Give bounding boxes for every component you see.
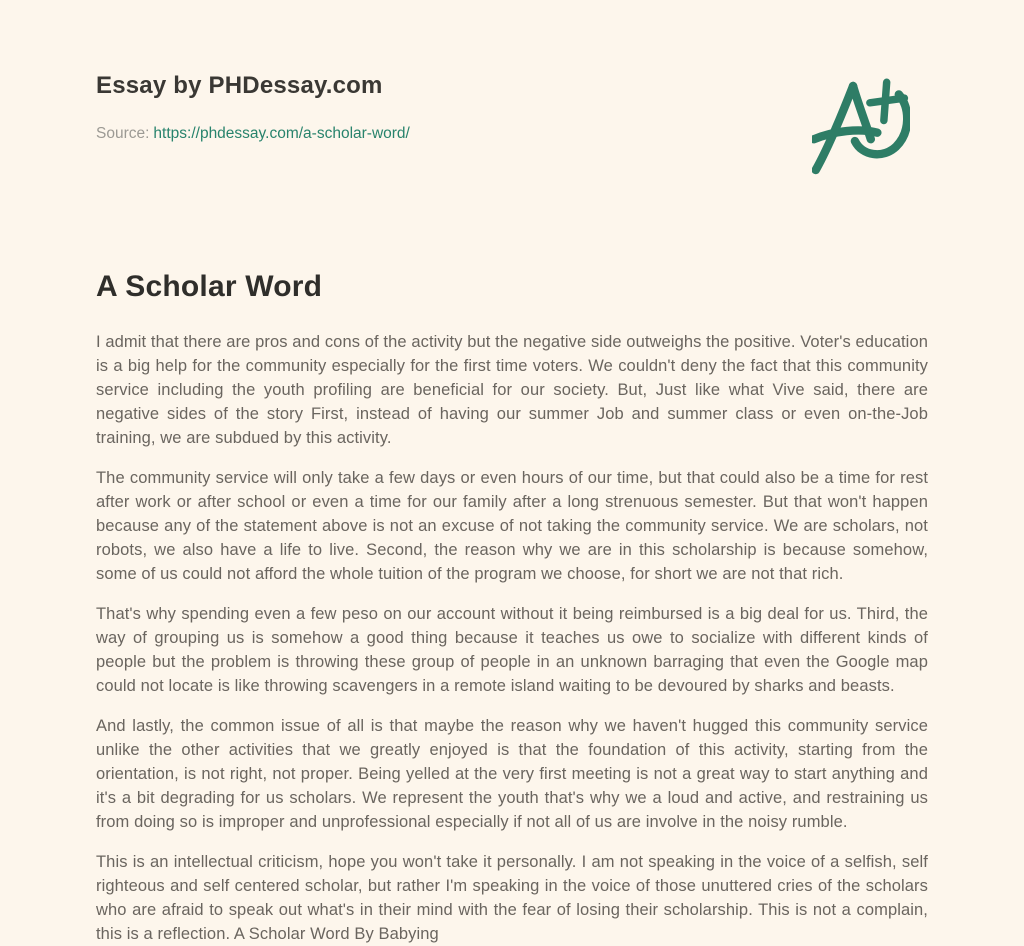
source-link[interactable]: https://phdessay.com/a-scholar-word/ [153, 125, 410, 142]
essay-paragraph-1: I admit that there are pros and cons of the activity but the negative side outweighs the positive. Voter's education is a big help for the community especially for the first time voters. We couldn't deny the fact that this community service including the youth profiling are beneficial for our society. But, Just like what Vive said, there are negative sides of the story First, instead of having our summer Job and summer class or even on-the-Job training, we are subdued by this activity. [96, 333, 928, 447]
essay-paragraph-2: The community service will only take a few days or even hours of our time, but that could also be a time for rest after work or after school or even a time for our family after a long strenuous semester. But that won't happen because any of the statement above is not an excuse of not taking the community service. We are scholars, not robots, we also have a life to live. Second, the reason why we are in this scholarship is because somehow, some of us could not afford the whole tuition of the program we choose, for short we are not that rich. [96, 469, 928, 583]
source-line [96, 124, 812, 144]
page-header [96, 72, 928, 182]
essay-paragraph-3: That's why spending even a few peso on our account without it being reimbursed is a big deal for us. Third, the way of grouping us is somehow a good thing because it teaches us owe to socialize with different kinds of people but the problem is throwing these group of people in an unknown barraging that even the Google map could not locate is like throwing scavengers in a remote island waiting to be devoured by sharks and beasts. [96, 605, 928, 695]
essay-title: A Scholar Word [96, 270, 323, 303]
a-plus-icon [812, 74, 910, 182]
site-title: Essay by PHDessay.com [96, 72, 383, 99]
essay-paragraph-5: This is an intellectual criticism, hope you won't take it personally. I am not speaking in the voice of a selfish, self righteous and self centered scholar, but rather I'm speaking in the voice of those unuttered cries of the scholars who are afraid to speak out what's in their mind with the fear of losing their scholarship. This is not a complain, this is a reflection. A Scholar Word By Babying [96, 853, 928, 943]
source-label: Source: [96, 125, 150, 142]
essay-body [96, 330, 928, 946]
phdessay-logo [812, 74, 910, 182]
essay-paragraph-4: And lastly, the common issue of all is that maybe the reason why we haven't hugged this community service unlike the other activities that we greatly enjoyed is that the foundation of this activity, starting from the orientation, is not right, not proper. Being yelled at the very first meeting is not a great way to start anything and it's a bit degrading for us scholars. We represent the youth that's why we a loud and active, and restraining us from doing so is improper and unprofessional especially if not all of us are involve in the noisy rumble. [96, 717, 928, 831]
